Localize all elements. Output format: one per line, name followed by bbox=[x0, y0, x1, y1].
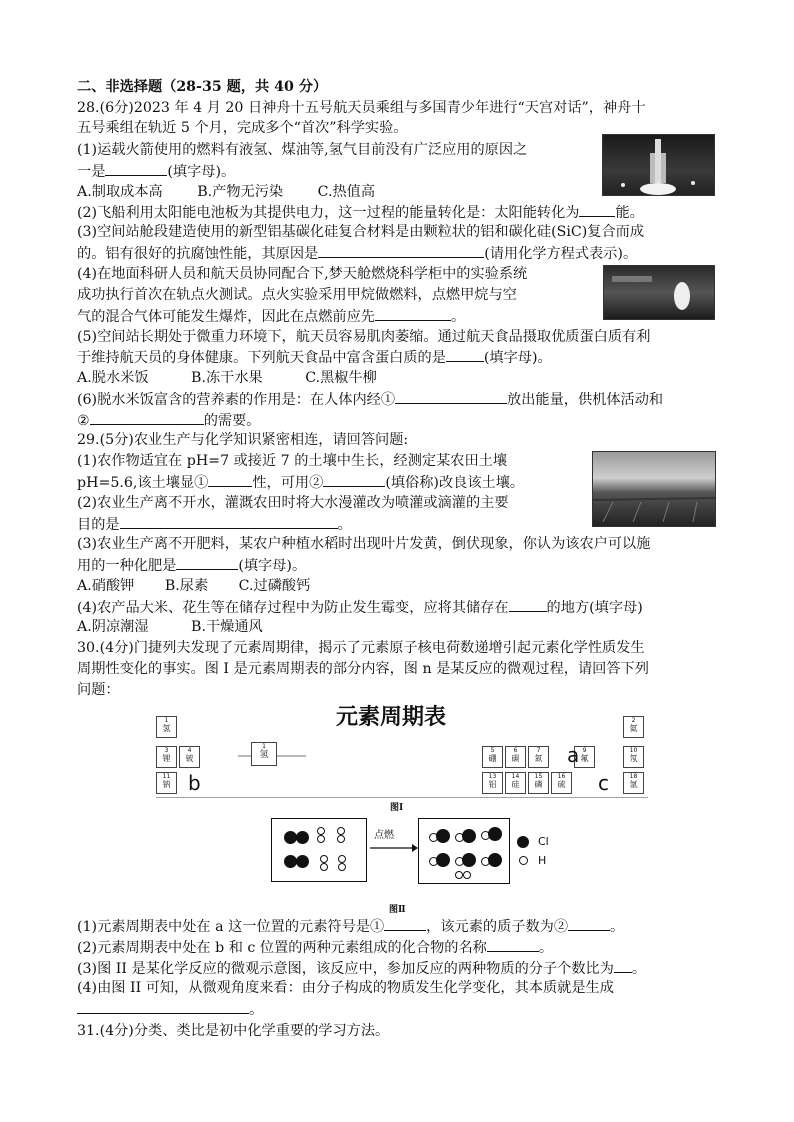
q29-p4-line bbox=[77, 597, 643, 618]
q30-p4-suffix: 。 bbox=[249, 1002, 264, 1018]
q28-p1-prefix: 一是 bbox=[77, 164, 106, 180]
q28-p5-prefix: 于维持航天员的身体健康。下列航天食品中富含蛋白质的是 bbox=[77, 350, 446, 366]
rocket-icon bbox=[603, 135, 714, 195]
q30-p1-suffix: 。 bbox=[610, 919, 625, 935]
periodic-table bbox=[156, 716, 648, 798]
q29-p3-suffix: (填字母)。 bbox=[238, 558, 307, 574]
cell-phosphorus: 15 磷 bbox=[528, 772, 549, 794]
cell-fluorine: 9 氟 bbox=[574, 746, 595, 768]
q28-stem-line2: 五号乘组在轨近 5 个月，完成多个“首次”科学实验。 bbox=[77, 120, 408, 136]
q28-p5-options bbox=[77, 368, 377, 388]
q28-p6-blank-1[interactable] bbox=[395, 389, 507, 404]
q30-p2-line bbox=[77, 937, 553, 958]
q28-p6-mid: 放出能量，供机体活动和 bbox=[507, 392, 664, 408]
cell-carbon: 6 碳 bbox=[505, 746, 526, 768]
q29-p3-option-a: A.硝酸钾 bbox=[77, 578, 135, 594]
q28-p4-line2: 成功执行首次在轨点火测试。点火实验采用甲烷做燃料，点燃甲烷与空 bbox=[77, 287, 517, 303]
position-mark-a: a bbox=[567, 743, 580, 767]
q30-stem-line1: 30.(4分)门捷列夫发现了元素周期律，揭示了元素原子核电荷数递增引起元素化学性质发生 bbox=[77, 640, 645, 656]
q29-p3-line1: (3)农业生产离不开肥料，某农户种植水稻时出现叶片发黄，倒伏现象，你认为该农户可以施 bbox=[77, 536, 651, 552]
q30-p3-blank[interactable] bbox=[614, 958, 632, 973]
legend-cl-atom-icon bbox=[517, 836, 529, 848]
cell-helium: 2 氦 bbox=[623, 716, 644, 738]
reactant-box bbox=[271, 818, 367, 882]
q29-p4-prefix: (4)农产品大米、花生等在储存过程中为防止发生霉变，应将其储存在 bbox=[77, 600, 509, 616]
q28-p5-option-a: A.脱水米饭 bbox=[77, 370, 149, 386]
q28-p1-option-c: C.热值高 bbox=[317, 184, 376, 200]
q28-p1-option-b: B.产物无污染 bbox=[197, 184, 284, 200]
q29-p4-option-b: B.干燥通风 bbox=[191, 619, 263, 635]
field-icon bbox=[593, 452, 715, 526]
q28-p1-suffix: (填字母)。 bbox=[167, 164, 236, 180]
q30-p3-suffix: 。 bbox=[631, 961, 647, 977]
q29-p1-blank-2[interactable] bbox=[323, 472, 385, 487]
rocket-launch-photo bbox=[602, 134, 715, 196]
q29-p3-prefix: 用的一种化肥是 bbox=[77, 558, 177, 574]
q28-p1-option-a: A.制取成本高 bbox=[77, 184, 163, 200]
q28-p3-line2 bbox=[77, 243, 637, 264]
q30-p3-prefix: (3)图 II 是某化学反应的微观示意图，该反应中，参加反应的两种物质的分子个数比为 bbox=[77, 961, 614, 977]
q29-p2-prefix: 目的是 bbox=[77, 517, 120, 533]
cell-beryllium: 4 铍 bbox=[179, 746, 200, 768]
cell-neon: 10 氖 bbox=[623, 746, 644, 768]
q29-p1-suffix: (填俗称)改良该土壤。 bbox=[385, 475, 525, 491]
q28-p3-blank[interactable] bbox=[318, 243, 484, 258]
q28-p4-prefix: 气的混合气体可能发生爆炸，因此在点燃前应先 bbox=[77, 309, 375, 325]
q28-p2-line bbox=[77, 202, 644, 223]
cell-silicon: 14 硅 bbox=[505, 772, 526, 794]
legend-h-atom-icon bbox=[519, 856, 528, 865]
q28-p5-line1: (5)空间站长期处于微重力环境下，航天员容易肌肉萎缩。通过航天食品摄取优质蛋白质有利 bbox=[77, 329, 651, 345]
q28-p3-line1: (3)空间站舱段建造使用的新型铝基碳化硅复合材料是由颗粒状的铝和碳化硅(SiC)复合而成 bbox=[77, 224, 645, 240]
q29-p4-options bbox=[77, 617, 263, 637]
cell-nitrogen: 7 氮 bbox=[528, 746, 549, 768]
q29-p3-option-c: C.过磷酸钙 bbox=[238, 578, 311, 594]
q28-p1-line2 bbox=[77, 161, 235, 182]
q28-p5-line2 bbox=[77, 347, 552, 368]
cell-boron: 5 硼 bbox=[482, 746, 503, 768]
q29-p1-mid: 性，可用② bbox=[252, 475, 324, 491]
position-mark-c: c bbox=[598, 771, 609, 795]
q29-p4-option-a: A.阴凉潮湿 bbox=[77, 619, 149, 635]
q28-p4-line1: (4)在地面科研人员和航天员协同配合下,梦天舱燃烧科学柜中的实验系统 bbox=[77, 266, 528, 282]
q28-p6-suffix: 的需要。 bbox=[203, 413, 261, 429]
q29-p3-options bbox=[77, 576, 310, 596]
legend-h-label: H bbox=[538, 854, 547, 867]
q28-p1-line1: (1)运载火箭使用的燃料有液氢、煤油等,氢气目前没有广泛应用的原因之 bbox=[77, 142, 528, 158]
q29-p1-line1: (1)农作物适宜在 pH=7 或接近 7 的土壤中生长，经测定某农田土壤 bbox=[77, 453, 508, 469]
periodic-table-title: 元素周期表 bbox=[336, 705, 447, 730]
q29-stem: 29.(5分)农业生产与化学知识紧密相连，请回答问题: bbox=[77, 432, 409, 448]
q28-p6-line2 bbox=[77, 410, 261, 431]
cell-hydrogen: 1 氢 bbox=[156, 716, 177, 738]
q29-p3-line2 bbox=[77, 555, 306, 576]
farmland-photo bbox=[592, 451, 716, 527]
reaction-condition-label: 点燃 bbox=[374, 830, 394, 841]
q30-p1-prefix: (1)元素周期表中处在 a 这一位置的元素符号是① bbox=[77, 919, 385, 935]
q29-p1-blank-1[interactable] bbox=[208, 472, 252, 487]
flame-icon bbox=[604, 266, 714, 319]
q30-stem-line2: 周期性变化的事实。图 I 是元素周期表的部分内容，图 n 是某反应的微观过程，请回答下列 bbox=[77, 661, 649, 677]
q28-p5-blank[interactable] bbox=[446, 347, 484, 362]
cell-argon: 18 氩 bbox=[623, 772, 644, 794]
position-mark-b: b bbox=[188, 771, 201, 795]
q28-p4-line3 bbox=[77, 306, 465, 327]
q28-p4-blank[interactable] bbox=[375, 306, 451, 321]
legend-cl-label: Cl bbox=[538, 835, 549, 848]
q30-p4-blank[interactable] bbox=[77, 999, 249, 1014]
q28-p2-suffix: 能。 bbox=[615, 205, 644, 221]
q29-p1-line2 bbox=[77, 472, 524, 493]
q28-stem-line1: 28.(6分)2023 年 4 月 20 日神舟十五号航天员乘组与多国青少年进行“天宫对话”，神舟十 bbox=[77, 100, 646, 116]
q28-p4-suffix: 。 bbox=[450, 309, 466, 325]
cell-sodium: 11 钠 bbox=[156, 772, 177, 794]
figure-2-caption: 图Ⅱ bbox=[389, 905, 406, 915]
q28-p6-line1 bbox=[77, 389, 663, 410]
q30-p2-suffix: 。 bbox=[538, 940, 554, 956]
q30-p1-blank-2[interactable] bbox=[568, 916, 610, 931]
figure-1-caption: 图Ⅰ bbox=[390, 803, 404, 813]
q29-p2-blank[interactable] bbox=[120, 514, 338, 529]
q28-p2-blank[interactable] bbox=[579, 202, 615, 217]
q29-p2-suffix: 。 bbox=[337, 517, 352, 533]
q28-p6-prefix: (6)脱水米饭富含的营养素的作用是：在人体内经① bbox=[77, 392, 396, 408]
section-title: 二、非选择题（28-35 题，共 40 分） bbox=[77, 79, 328, 95]
q28-p1-options bbox=[77, 182, 375, 202]
q28-p1-blank[interactable] bbox=[105, 161, 167, 176]
q30-p2-blank[interactable] bbox=[487, 937, 539, 952]
q28-p2-text: (2)飞船利用太阳能电池板为其提供电力，这一过程的能量转化是：太阳能转化为 bbox=[77, 205, 580, 221]
q29-p1-prefix: pH=5.6,该土壤显① bbox=[77, 475, 209, 491]
product-box bbox=[418, 818, 510, 884]
q30-p4-line2 bbox=[77, 999, 263, 1020]
q28-p3-prefix: 的。铝有很好的抗腐蚀性能，其原因是 bbox=[77, 246, 319, 262]
q29-p4-suffix: 的地方(填字母) bbox=[546, 600, 643, 616]
cell-lithium: 3 锂 bbox=[156, 746, 177, 768]
q30-p3-line bbox=[77, 958, 646, 979]
q29-p3-blank[interactable] bbox=[176, 555, 238, 570]
q28-p3-suffix: (请用化学方程式表示)。 bbox=[484, 246, 638, 262]
mengtian-cabinet-photo bbox=[603, 265, 715, 320]
q30-p4-line1: (4)由图 II 可知，从微观角度来看：由分子构成的物质发生化学变化，其本质就是生成 bbox=[77, 980, 614, 996]
cell-sulfur: 16 硫 bbox=[551, 772, 572, 794]
q31-stem: 31.(4分)分类、类比是初中化学重要的学习方法。 bbox=[77, 1023, 390, 1039]
q28-p5-suffix: (填字母)。 bbox=[483, 350, 552, 366]
q29-p2-line1: (2)农业生产离不开水，灌溉农田时将大水漫灌改为喷灌或滴灌的主要 bbox=[77, 495, 509, 511]
q28-p5-option-c: C.黑椒牛柳 bbox=[305, 370, 377, 386]
q28-p6-circle-2: ② bbox=[77, 413, 90, 429]
q30-p1-line bbox=[77, 916, 624, 937]
q28-p5-option-b: B.冻干水果 bbox=[191, 370, 263, 386]
q29-p3-option-b: B.尿素 bbox=[164, 578, 209, 594]
q30-p2-prefix: (2)元素周期表中处在 b 和 c 位置的两种元素组成的化合物的名称 bbox=[77, 940, 487, 956]
cell-aluminium: 13 铝 bbox=[482, 772, 503, 794]
cell-legend-sample: 1 氢 bbox=[251, 742, 277, 766]
q28-p6-blank-2[interactable] bbox=[90, 410, 204, 425]
q30-p1-mid: ，该元素的质子数为② bbox=[426, 919, 569, 935]
q30-p1-blank-1[interactable] bbox=[384, 916, 426, 931]
q30-stem-line3: 问题： bbox=[77, 682, 120, 698]
q29-p4-blank[interactable] bbox=[509, 597, 547, 612]
q29-p2-line2 bbox=[77, 514, 352, 535]
